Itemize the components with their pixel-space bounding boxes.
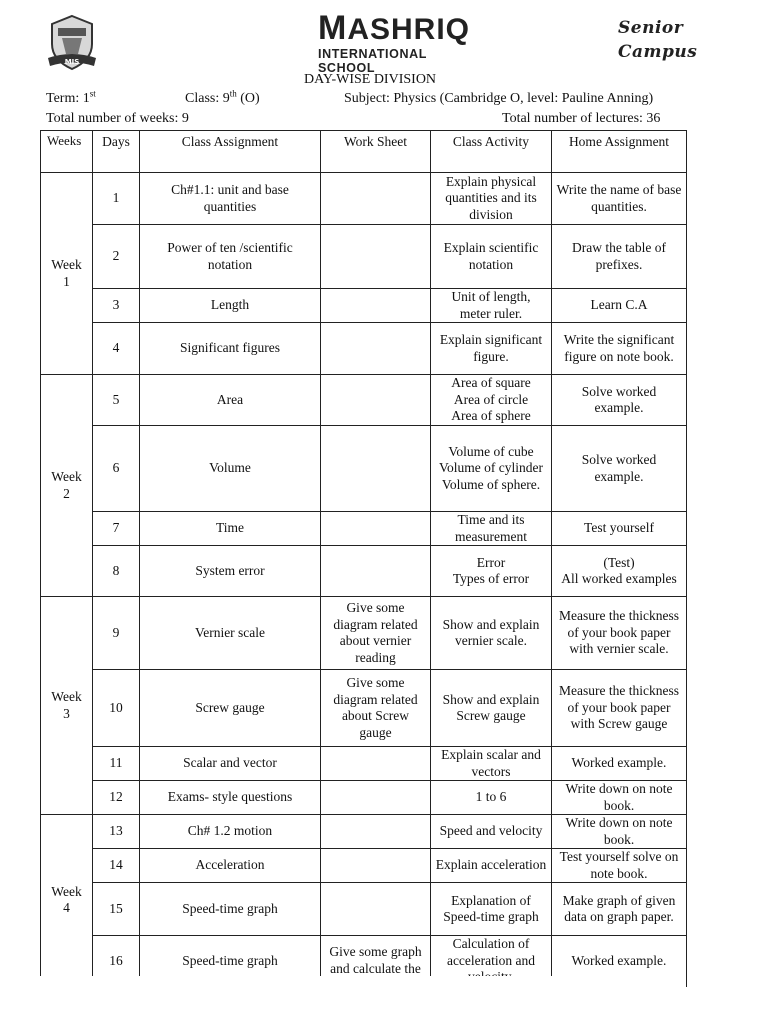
cell-activity: Time and its measurement — [431, 512, 552, 546]
table-row — [41, 323, 687, 375]
cell-assignment: Ch# 1.2 motion — [140, 815, 321, 849]
cell-worksheet — [321, 375, 431, 426]
cell-worksheet: Give some graph and calculate the — [321, 936, 431, 987]
cell-home: Test yourself — [552, 512, 687, 546]
school-brand — [318, 9, 471, 75]
school-logo — [44, 14, 100, 72]
cell-day: 13 — [93, 815, 140, 849]
week-label: Week 3 — [41, 597, 93, 815]
cell-worksheet — [321, 781, 431, 815]
cell-worksheet — [321, 426, 431, 512]
cell-home: Measure the thickness of your book paper with vernier scale. — [552, 597, 687, 670]
school-name: MASHRIQ — [318, 9, 471, 47]
table-row — [41, 883, 687, 936]
table-row — [41, 815, 687, 849]
campus-label — [618, 16, 698, 64]
cell-home: Test yourself solve on note book. — [552, 849, 687, 883]
cell-activity: Area of square Area of circle Area of sphere — [431, 375, 552, 426]
document-title: DAY-WISE DIVISION — [303, 72, 437, 87]
cell-day: 4 — [93, 323, 140, 375]
table-row — [41, 747, 687, 781]
cell-day: 8 — [93, 546, 140, 597]
cell-assignment: Length — [140, 289, 321, 323]
cell-activity: Explain acceleration — [431, 849, 552, 883]
cell-home: Solve worked example. — [552, 375, 687, 426]
cell-day: 1 — [93, 173, 140, 225]
cell-day: 3 — [93, 289, 140, 323]
cell-home: Draw the table of prefixes. — [552, 225, 687, 289]
cell-home: Make graph of given data on graph paper. — [552, 883, 687, 936]
cell-activity: Show and explain vernier scale. — [431, 597, 552, 670]
cell-activity: Calculation of acceleration and — [431, 936, 552, 987]
info-line-1 — [46, 88, 690, 109]
cell-worksheet — [321, 815, 431, 849]
table-row — [41, 781, 687, 815]
table-header-row — [41, 131, 687, 173]
cell-assignment: Time — [140, 512, 321, 546]
cell-assignment: Scalar and vector — [140, 747, 321, 781]
table-row — [41, 426, 687, 512]
cell-activity: Volume of cube Volume of cylinder Volume of sphere. — [431, 426, 552, 512]
cell-activity: Unit of length, meter ruler. — [431, 289, 552, 323]
cell-activity: Speed and velocity — [431, 815, 552, 849]
header-weeks: Weeks — [41, 131, 93, 173]
cell-assignment: Ch#1.1: unit and base quantities — [140, 173, 321, 225]
cell-assignment: Volume — [140, 426, 321, 512]
cell-day: 2 — [93, 225, 140, 289]
cell-assignment: Screw gauge — [140, 670, 321, 747]
table-row — [41, 225, 687, 289]
info-line-2 — [46, 111, 690, 129]
cell-activity: Explain scalar and vectors — [431, 747, 552, 781]
cell-home: (Test) All worked examples — [552, 546, 687, 597]
cell-assignment: Speed-time graph — [140, 883, 321, 936]
table-row — [41, 173, 687, 225]
subject-info: Subject: Physics (Cambridge O, level: Pauline Anning) — [344, 91, 654, 106]
header-class-activity: Class Activity — [431, 131, 552, 173]
cell-worksheet: Give some diagram related about Screw gauge — [321, 670, 431, 747]
header-days: Days — [93, 131, 140, 173]
cell-activity: Show and explain Screw gauge — [431, 670, 552, 747]
cell-day: 12 — [93, 781, 140, 815]
cell-worksheet — [321, 173, 431, 225]
cell-assignment: Acceleration — [140, 849, 321, 883]
week-label: Week 2 — [41, 375, 93, 597]
week-label: Week 4 — [41, 815, 93, 987]
cell-day: 16 — [93, 936, 140, 987]
cell-worksheet — [321, 883, 431, 936]
week-label: Week 1 — [41, 173, 93, 375]
header-home-assignment: Home Assignment — [552, 131, 687, 173]
cell-home: Measure the thickness of your book paper with Screw gauge — [552, 670, 687, 747]
header-work-sheet: Work Sheet — [321, 131, 431, 173]
header-class-assignment: Class Assignment — [140, 131, 321, 173]
cell-home: Worked example. — [552, 747, 687, 781]
cell-day: 15 — [93, 883, 140, 936]
cell-activity: Error Types of error — [431, 546, 552, 597]
cell-worksheet: Give some diagram related about vernier reading — [321, 597, 431, 670]
cell-home: Write down on note book. — [552, 781, 687, 815]
cell-assignment: Significant figures — [140, 323, 321, 375]
table-row — [41, 670, 687, 747]
cell-home: Worked example. — [552, 936, 687, 987]
cell-assignment: Power of ten /scientific notation — [140, 225, 321, 289]
campus-line-2: Campus — [618, 42, 698, 62]
cell-worksheet — [321, 546, 431, 597]
cell-assignment: Exams- style questions — [140, 781, 321, 815]
cell-assignment: Vernier scale — [140, 597, 321, 670]
cell-activity: 1 to 6 — [431, 781, 552, 815]
cell-assignment: Area — [140, 375, 321, 426]
cell-day: 5 — [93, 375, 140, 426]
cell-activity: Explanation of Speed-time graph — [431, 883, 552, 936]
table-row — [41, 512, 687, 546]
cell-worksheet — [321, 747, 431, 781]
class-info: Class: 9th (O) — [185, 88, 260, 106]
cell-assignment: System error — [140, 546, 321, 597]
cell-activity: Explain significant figure. — [431, 323, 552, 375]
cell-home: Write down on note book. — [552, 815, 687, 849]
cell-day: 9 — [93, 597, 140, 670]
logo-text: MIS — [64, 58, 80, 66]
cell-home: Learn C.A — [552, 289, 687, 323]
cell-day: 14 — [93, 849, 140, 883]
table-row — [41, 289, 687, 323]
school-subtitle: INTERNATIONAL SCHOOL — [318, 47, 427, 75]
cell-day: 10 — [93, 670, 140, 747]
cell-assignment: Speed-time graph — [140, 936, 321, 987]
campus-line-1: Senior — [618, 18, 684, 38]
cell-worksheet — [321, 225, 431, 289]
table-row — [41, 597, 687, 670]
term-info: Term: 1st — [46, 88, 96, 106]
schedule-table — [40, 130, 687, 987]
table-row — [41, 375, 687, 426]
table-row — [41, 849, 687, 883]
page-bottom-mask — [40, 976, 686, 1024]
cell-worksheet — [321, 512, 431, 546]
table-row — [41, 546, 687, 597]
cell-worksheet — [321, 323, 431, 375]
cell-activity: Explain scientific notation — [431, 225, 552, 289]
cell-day: 11 — [93, 747, 140, 781]
cell-worksheet — [321, 289, 431, 323]
cell-home: Write the significant figure on note book. — [552, 323, 687, 375]
cell-activity: Explain physical quantities and its division — [431, 173, 552, 225]
total-weeks: Total number of weeks: 9 — [46, 111, 189, 126]
cell-home: Solve worked example. — [552, 426, 687, 512]
cell-day: 7 — [93, 512, 140, 546]
total-lectures: Total number of lectures: 36 — [502, 111, 661, 126]
cell-worksheet — [321, 849, 431, 883]
cell-day: 6 — [93, 426, 140, 512]
cell-home: Write the name of base quantities. — [552, 173, 687, 225]
